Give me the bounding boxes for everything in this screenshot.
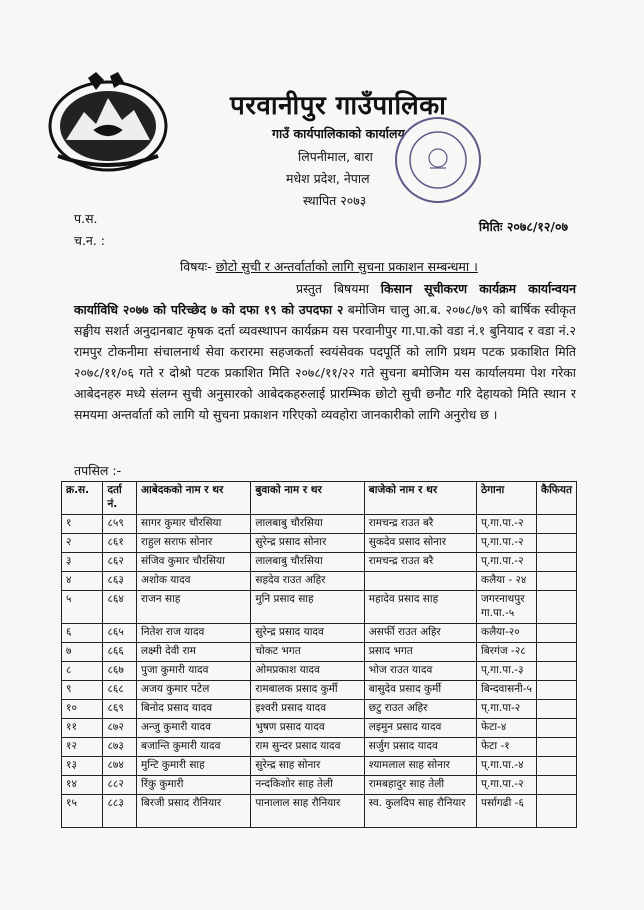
nepal-emblem-icon [44, 70, 172, 174]
table-cell: १२ [62, 738, 103, 757]
table-cell: रामबालक प्रसाद कुर्मी [251, 681, 364, 700]
table-row [62, 591, 577, 624]
table-row [62, 776, 577, 795]
column-header: दर्ता नं. [103, 482, 137, 515]
table-cell [537, 643, 577, 662]
table-cell: प्.गा.पा.-२ [477, 515, 537, 534]
table-cell: रामबहादुर साह तेली [364, 776, 476, 795]
table-cell: बिरजी प्रसाद रौनियार [137, 795, 251, 828]
table-cell: नितेश राज यादव [137, 624, 251, 643]
table-cell: पर्सागढी -६ [477, 795, 537, 828]
table-row [62, 534, 577, 553]
table-cell: सुरेन्द्र साह सोनार [251, 757, 364, 776]
table-cell: अशोक यादव [137, 572, 251, 591]
table-cell: ३ [62, 553, 103, 572]
table-cell [364, 572, 476, 591]
office-name: गाउँ कार्यपालिकाको कार्यालय [272, 126, 405, 141]
table-cell: सर्जुग प्रसाद यादव [364, 738, 476, 757]
table-cell: भुषण प्रसाद यादव [251, 719, 364, 738]
table-cell: रामचन्द्र राउत बरै [364, 515, 476, 534]
table-cell [537, 700, 577, 719]
table-cell: १० [62, 700, 103, 719]
table-cell: राजन साह [137, 591, 251, 624]
table-cell: पुजा कुमारी यादव [137, 662, 251, 681]
table-cell: ८ [62, 662, 103, 681]
table-row [62, 757, 577, 776]
table-cell: प्.गा.पा.-२ [477, 553, 537, 572]
table-cell: प्.गा.पा-२ [477, 700, 537, 719]
page-title: परवानीपुर गाउँपालिका [230, 91, 447, 121]
table-cell [537, 719, 577, 738]
table-cell: ८६५ [103, 624, 137, 643]
body-intro: प्रस्तुत बिषयमा [296, 281, 370, 296]
table-cell: मुन्टि कुमारी साह [137, 757, 251, 776]
table-cell: स्व. कुलदिप साह रौनियार [364, 795, 476, 828]
table-cell: ८७३ [103, 738, 137, 757]
table-cell: ८७२ [103, 719, 137, 738]
table-cell: लालबाबु चौरसिया [251, 515, 364, 534]
table-cell: इश्वरी प्रसाद यादव [251, 700, 364, 719]
table-cell [537, 534, 577, 553]
table-cell: २ [62, 534, 103, 553]
table-cell [537, 795, 577, 828]
table-cell [537, 776, 577, 795]
table-cell: ६ [62, 624, 103, 643]
table-row [62, 662, 577, 681]
table-cell: ७ [62, 643, 103, 662]
table-cell: ८६३ [103, 572, 137, 591]
table-cell: प्.गा.पा.-३ [477, 662, 537, 681]
table-cell [537, 681, 577, 700]
table-cell: अन्जु कुमारी यादव [137, 719, 251, 738]
table-cell: मुनि प्रसाद साह [251, 591, 364, 624]
body-rest: बमोजिम चालु आ.ब. २०७८/७९ को बार्षिक स्वीकृत सङ्घीय सशर्त अनुदानबाट कृषक दर्ता व्यवस्थापन कार्यक्रम यस परवानीपुर गा.पा.को वडा नं.१ बुनियाद र वडा नं.२ रामपुर टोकनीमा संचालनार्थ सेवा करारमा सहजकर्ता स्वयंसेवक पदपूर्ति को लागि प्रथम पटक प्रकाशित मिति २०७८/११/०६ गते र दोश्रो पटक प्रकाशित मिति २०७८/११/२२ गते सुचना बमोजिम यस कार्यालयमा पेश गरेका आबेदनहरु मध्ये संलग्न सुची अनुसारको आबेदकहरुलाई प्रारम्भिक छोटो सुची छनौट गरि देहायको मिति स्थान र समयमा अन्तर्वार्ता को लागि यो सुचना प्रकाशन गरिएको व्यवहोरा जानकारीको लागि अनुरोध छ । [74, 302, 576, 422]
office-stamp-icon [390, 112, 486, 208]
table-row [62, 553, 577, 572]
table-row [62, 572, 577, 591]
table-cell [537, 662, 577, 681]
table-row [62, 795, 577, 828]
table-cell: १३ [62, 757, 103, 776]
table-cell: ८८३ [103, 795, 137, 828]
table-cell: फेटा-४ [477, 719, 537, 738]
table-cell: प्.गा.पा.-२ [477, 776, 537, 795]
column-header: आबेदकको नाम र थर [137, 482, 251, 515]
table-cell: नन्दकिशोर साह तेली [251, 776, 364, 795]
column-header: ठेगाना [477, 482, 537, 515]
table-cell [537, 572, 577, 591]
table-cell: सुरेन्द्र प्रसाद सोनार [251, 534, 364, 553]
applicant-table [61, 481, 577, 828]
table-cell: बिन्दवासनी-५ [477, 681, 537, 700]
table-row [62, 515, 577, 534]
table-cell: असर्फी राउत अहिर [364, 624, 476, 643]
table-row [62, 738, 577, 757]
table-cell: ८५९ [103, 515, 137, 534]
table-cell: ८६१ [103, 534, 137, 553]
table-cell: कलैया-२० [477, 624, 537, 643]
table-cell: जगरनाथपुर गा.पा.-५ [477, 591, 537, 624]
table-cell: ८८२ [103, 776, 137, 795]
document-date: मितिः २०७८/१२/०७ [478, 219, 568, 234]
table-cell: ८६९ [103, 700, 137, 719]
body-bold: किसान सूचीकरण कार्यक्रम कार्यान्वयन कार्याविधि २०७७ को परिच्छेद ७ को दफा १९ को उपदफा २ [74, 281, 576, 317]
table-row [62, 624, 577, 643]
table-cell: लइमुन प्रसाद यादव [364, 719, 476, 738]
table-cell [537, 591, 577, 624]
notice-body [74, 278, 576, 425]
table-cell: श्यामलाल साह सोनार [364, 757, 476, 776]
table-cell: १ [62, 515, 103, 534]
table-cell: संजिव कुमार चौरसिया [137, 553, 251, 572]
column-header: बाजेको नाम र थर [364, 482, 476, 515]
table-cell: ८६८ [103, 681, 137, 700]
reference-ps: प.स. [74, 211, 98, 226]
table-cell: छटु राउत अहिर [364, 700, 476, 719]
table-cell [537, 624, 577, 643]
table-cell: पानालाल साह रौनियार [251, 795, 364, 828]
reference-cn: च.न. : [74, 233, 106, 248]
table-cell: ८६२ [103, 553, 137, 572]
table-cell: अजय कुमार पटेल [137, 681, 251, 700]
table-cell: फेटा -१ [477, 738, 537, 757]
table-cell: ८६७ [103, 662, 137, 681]
table-row [62, 643, 577, 662]
table-cell: ८६४ [103, 591, 137, 624]
column-header: बुवाको नाम र थर [251, 482, 364, 515]
table-cell: ९ [62, 681, 103, 700]
table-cell: सुकदेव प्रसाद सोनार [364, 534, 476, 553]
table-cell: रिंकु कुमारी [137, 776, 251, 795]
table-cell: बासुदेव प्रसाद कुर्मी [364, 681, 476, 700]
table-cell: बजान्ति कुमारी यादव [137, 738, 251, 757]
table-cell: सुरेन्द्र प्रसाद यादव [251, 624, 364, 643]
column-header: कैफियत [537, 482, 577, 515]
table-cell: राम सुन्दर प्रसाद यादव [251, 738, 364, 757]
office-province: मधेश प्रदेश, नेपाल [286, 171, 370, 186]
table-cell: राहुल सराफ सोनार [137, 534, 251, 553]
table-cell: लक्ष्मी देवी राम [137, 643, 251, 662]
table-cell: सहदेव राउत अहिर [251, 572, 364, 591]
table-cell: रामचन्द्र राउत बरै [364, 553, 476, 572]
table-cell: प्.गा.पा.-२ [477, 534, 537, 553]
subject-line [180, 258, 478, 275]
table-cell: महादेव प्रसाद साह [364, 591, 476, 624]
table-cell: ८७४ [103, 757, 137, 776]
table-cell: प्रसाद भगत [364, 643, 476, 662]
table-cell: लालबाबु चौरसिया [251, 553, 364, 572]
table-cell: ४ [62, 572, 103, 591]
subject-text: छोटो सुची र अन्तर्वार्ताको लागि सुचना प्रकाशन सम्बन्धमा । [215, 259, 478, 274]
tapsil-label: तपसिल :- [74, 463, 122, 478]
column-header: क्र.स. [62, 482, 103, 515]
table-row [62, 719, 577, 738]
table-row [62, 681, 577, 700]
subject-label: विषयः- [180, 259, 212, 274]
table-cell: बिनोद प्रसाद यादव [137, 700, 251, 719]
established-year: स्थापित २०७३ [303, 193, 367, 208]
table-cell: प्.गा.पा.-४ [477, 757, 537, 776]
office-address: लिपनीमाल, बारा [298, 149, 373, 164]
table-cell: १५ [62, 795, 103, 828]
table-cell: सागर कुमार चौरसिया [137, 515, 251, 534]
table-cell: ११ [62, 719, 103, 738]
table-cell: ८६६ [103, 643, 137, 662]
table-cell: भोज राउत यादव [364, 662, 476, 681]
table-cell: कलैया - २४ [477, 572, 537, 591]
table-cell [537, 738, 577, 757]
table-cell [537, 553, 577, 572]
table-cell: ५ [62, 591, 103, 624]
table-cell [537, 757, 577, 776]
table-header-row [62, 482, 577, 515]
table-cell: ओमप्रकाश यादव [251, 662, 364, 681]
table-row [62, 700, 577, 719]
table-cell: चोकट भगत [251, 643, 364, 662]
table-cell: बिरगंज -२८ [477, 643, 537, 662]
table-cell: १४ [62, 776, 103, 795]
table-cell [537, 515, 577, 534]
